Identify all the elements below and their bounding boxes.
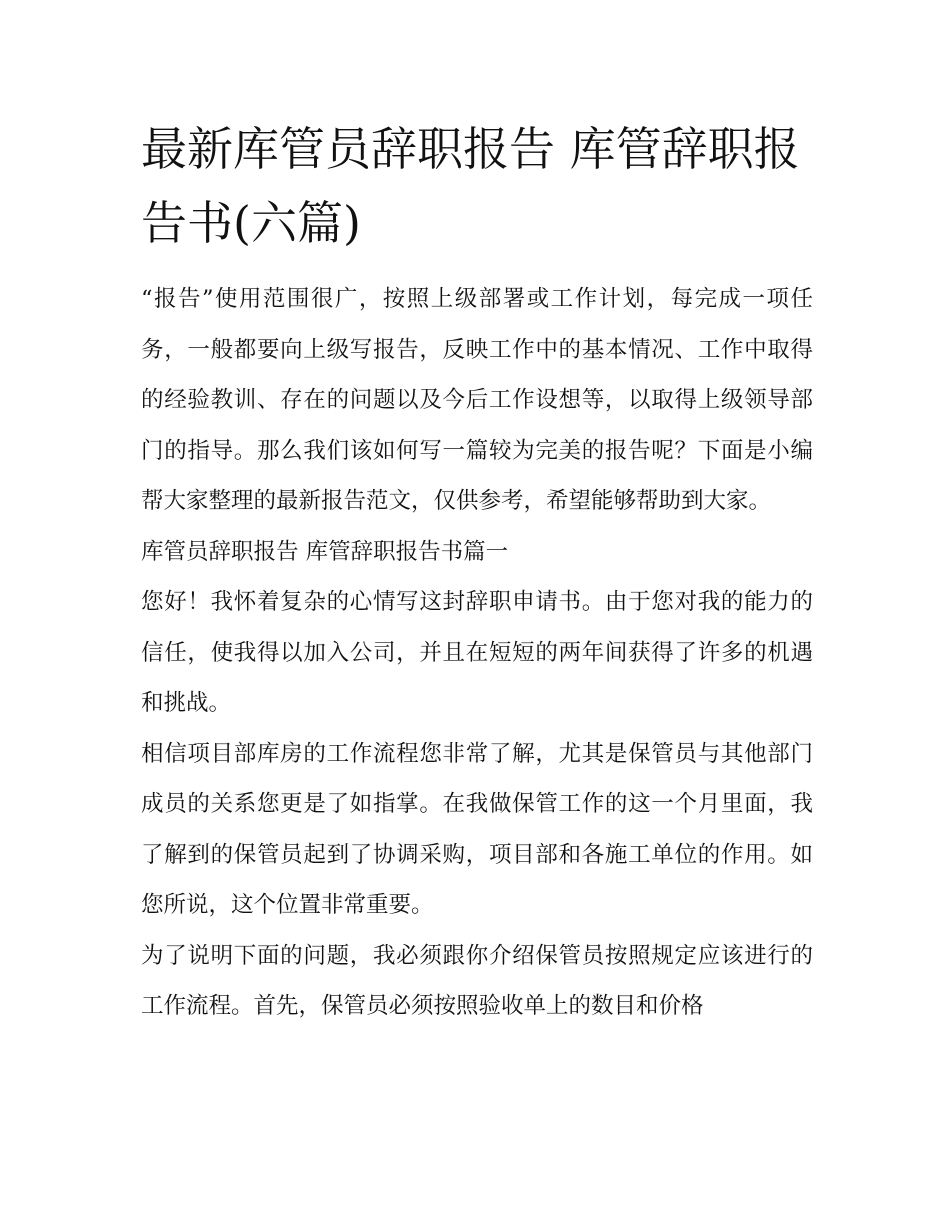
body-paragraph-process: 为了说明下面的问题，我必须跟你介绍保管员按照规定应该进行的工作流程。首先，保管员必须按照验收单上的数目和价格 — [141, 942, 813, 1019]
intro-paragraph: “报告”使用范围很广，按照上级部署或工作计划，每完成一项任务，一般都要向上级写报告，反映工作中的基本情况、工作中取得的经验教训、存在的问题以及今后工作设想等，以取得上级领导部门的指导。那么我们该如何写一篇较为完美的报告呢？下面是小编帮大家整理的最新报告范文，仅供参考，希望能够帮助到大家。 — [141, 286, 813, 514]
body-paragraph-workflow: 相信项目部库房的工作流程您非常了解，尤其是保管员与其他部门成员的关系您更是了如指掌。在我做保管工作的这一个月里面，我了解到的保管员起到了协调采购，项目部和各施工单位的作用。如您所说，这个位置非常重要。 — [141, 740, 813, 918]
document-title: 最新库管员辞职报告 库管辞职报告书(六篇) — [141, 122, 800, 250]
document-body — [141, 112, 813, 1032]
body-paragraph-greeting: 您好！我怀着复杂的心情写这封辞职申请书。由于您对我的能力的信任，使我得以加入公司，并且在短短的两年间获得了许多的机遇和挑战。 — [141, 589, 813, 716]
section-heading: 库管员辞职报告 库管辞职报告书篇一 — [141, 538, 509, 565]
